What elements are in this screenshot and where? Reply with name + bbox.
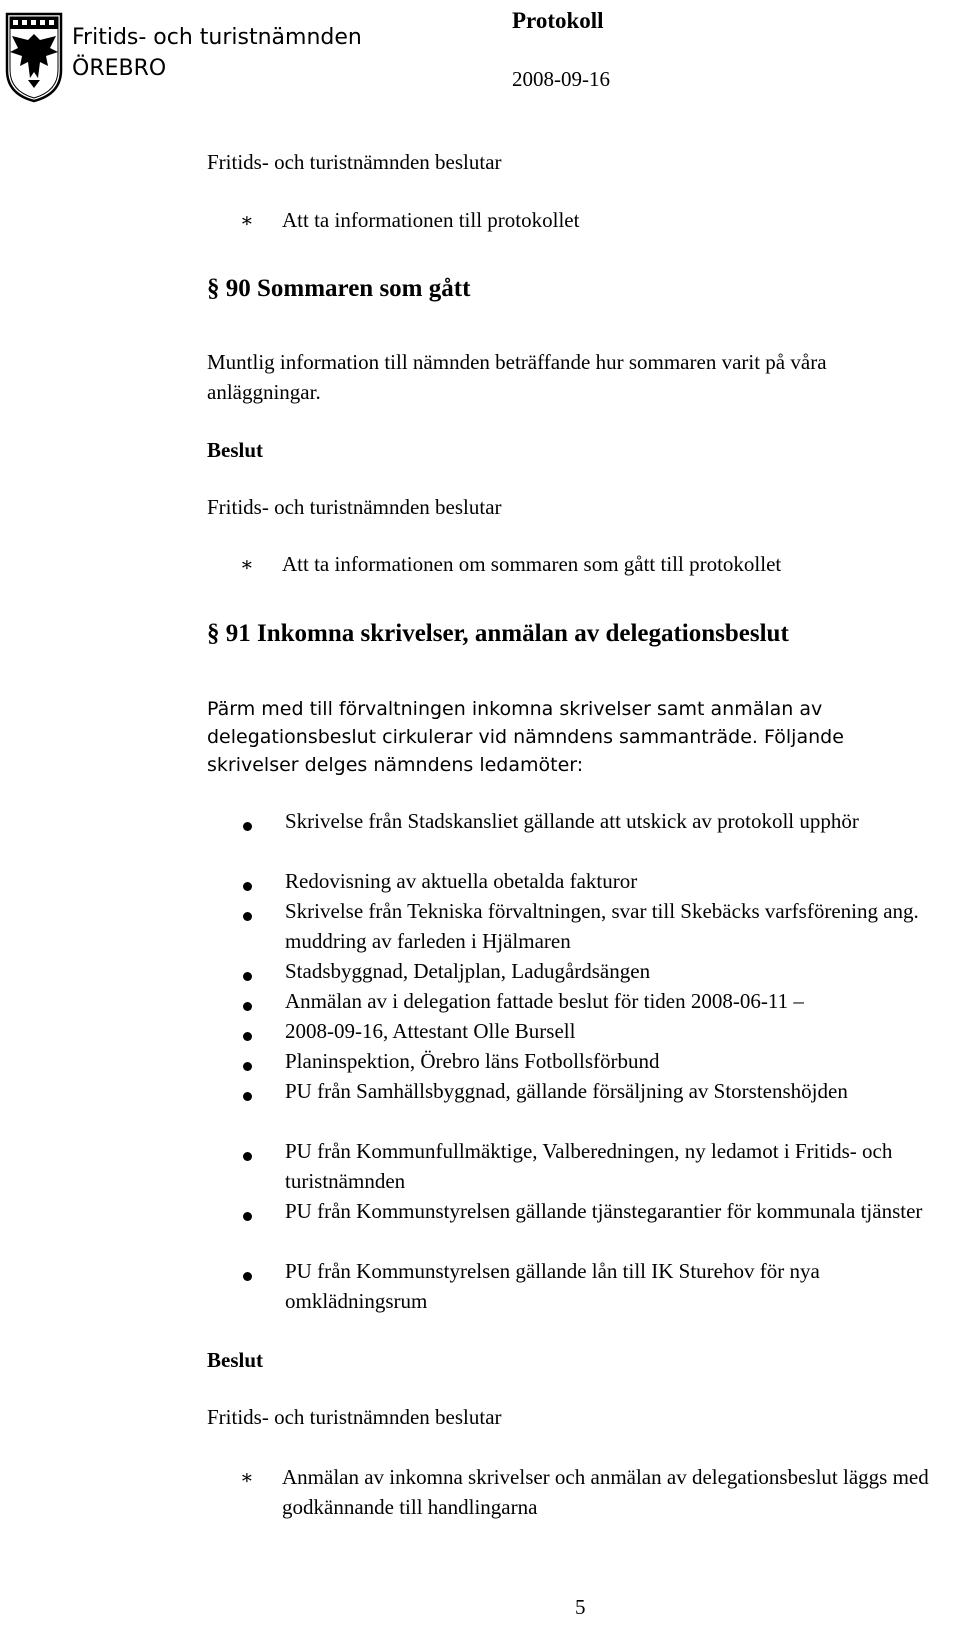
decision-statement: Fritids- och turistnämnden beslutar bbox=[207, 1405, 502, 1429]
decision-item: Anmälan av inkomna skrivelser och anmälan av delegationsbeslut läggs med godkännande till handlingarna bbox=[282, 1465, 929, 1519]
document-date: 2008-09-16 bbox=[512, 67, 610, 91]
decision-item: Att ta informationen om sommaren som gått till protokollet bbox=[282, 552, 782, 576]
list-item: Stadsbyggnad, Detaljplan, Ladugårdsängen bbox=[285, 959, 651, 983]
decision-statement: Fritids- och turistnämnden beslutar bbox=[207, 150, 502, 174]
asterisk-bullet-icon: ∗ bbox=[240, 210, 254, 232]
bullet-dot-icon bbox=[243, 972, 252, 981]
document-type: Protokoll bbox=[512, 8, 604, 33]
list-item: Skrivelse från Tekniska förvaltningen, svar till Skebäcks varfsförening ang. muddring av farleden i Hjälmaren bbox=[285, 899, 919, 953]
list-item: Anmälan av i delegation fattade beslut för tiden 2008-06-11 – bbox=[285, 989, 804, 1013]
page-number: 5 bbox=[575, 1595, 586, 1619]
list-item: Skrivelse från Stadskansliet gällande att utskick av protokoll upphör bbox=[285, 809, 859, 833]
asterisk-bullet-icon: ∗ bbox=[240, 1467, 254, 1489]
list-item: PU från Samhällsbyggnad, gällande försäljning av Storstenshöjden bbox=[285, 1079, 848, 1103]
orebro-coat-of-arms-icon bbox=[4, 8, 64, 104]
section-intro: Pärm med till förvaltningen inkomna skrivelser samt anmälan av delegationsbeslut cirkulerar vid nämndens sammanträde. Följande skrivelser delges nämndens ledamöter: bbox=[207, 698, 844, 776]
decision-item: Att ta informationen till protokollet bbox=[282, 208, 580, 232]
list-item: 2008-09-16, Attestant Olle Bursell bbox=[285, 1019, 576, 1043]
beslut-label: Beslut bbox=[207, 438, 264, 462]
section-heading: § 91 Inkomna skrivelser, anmälan av delegationsbeslut bbox=[207, 620, 789, 647]
section-body: Muntlig information till nämnden beträffande hur sommaren varit på våra anläggningar. bbox=[207, 350, 827, 404]
bullet-dot-icon bbox=[243, 912, 252, 921]
bullet-dot-icon bbox=[243, 822, 252, 831]
organization-line-2: ÖREBRO bbox=[72, 56, 167, 81]
section-heading: § 90 Sommaren som gått bbox=[207, 275, 471, 302]
list-item: Planinspektion, Örebro läns Fotbollsförbund bbox=[285, 1049, 660, 1073]
list-item: Redovisning av aktuella obetalda fakturor bbox=[285, 869, 638, 893]
bullet-dot-icon bbox=[243, 1272, 252, 1281]
bullet-dot-icon bbox=[243, 1002, 252, 1011]
bullet-dot-icon bbox=[243, 1152, 252, 1161]
decision-statement: Fritids- och turistnämnden beslutar bbox=[207, 495, 502, 519]
beslut-label: Beslut bbox=[207, 1348, 264, 1372]
bullet-dot-icon bbox=[243, 1092, 252, 1101]
list-item: PU från Kommunstyrelsen gällande tjänstegarantier för kommunala tjänster bbox=[285, 1199, 923, 1223]
organization-line-1: Fritids- och turistnämnden bbox=[72, 25, 362, 50]
bullet-dot-icon bbox=[243, 1212, 252, 1221]
list-item: PU från Kommunstyrelsen gällande lån till IK Sturehov för nya omklädningsrum bbox=[285, 1259, 820, 1313]
list-item: PU från Kommunfullmäktige, Valberedningen, ny ledamot i Fritids- och turistnämnden bbox=[285, 1139, 893, 1193]
organization-name bbox=[72, 22, 362, 84]
bullet-dot-icon bbox=[243, 882, 252, 891]
bullet-dot-icon bbox=[243, 1032, 252, 1041]
asterisk-bullet-icon: ∗ bbox=[240, 554, 254, 576]
bullet-dot-icon bbox=[243, 1062, 252, 1071]
